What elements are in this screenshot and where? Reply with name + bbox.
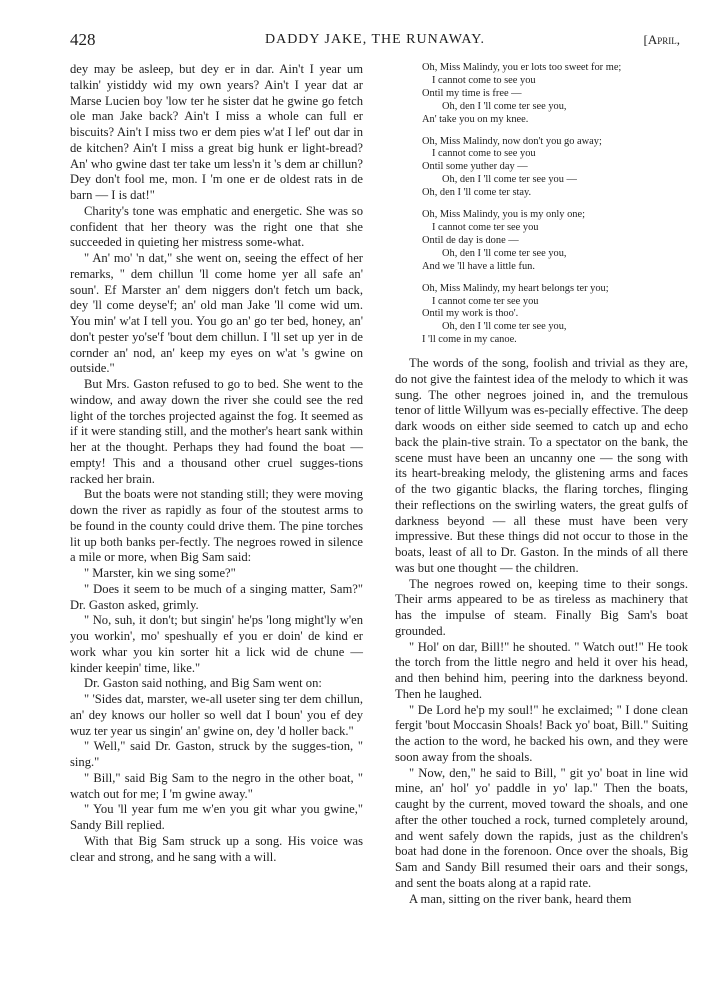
paragraph: The negroes rowed on, keeping time to their songs. Their arms appeared to be as tireless as machinery that has the impulse of steam. Finally Big Sam's boat grounded. xyxy=(395,576,688,638)
right-column-prose xyxy=(395,356,688,907)
song-line: Ontil my time is free — xyxy=(422,87,522,99)
paragraph: " An' mo' 'n dat," she went on, seeing the effect of her remarks, " dem chillun 'll come home yer all safe an' soun'. Ef Marster an' dem niggers don't fetch um back, dey 'll come deyse'f; an' old man Jake 'll come wid um. You min' w'at I tell you. You go an' go ter bed, honey, an' don't pester yo'se'f 'bout dem chillun. I 'll set up yer in de cornder an' nod, an' keep my eyes on w'at 's gwine on outside." xyxy=(70,251,363,376)
song-line: Ontil some yuther day — xyxy=(422,161,528,173)
song-stanza xyxy=(422,209,688,274)
song-line: Oh, Miss Malindy, you is my only one; xyxy=(422,209,585,221)
song-line: Oh, den I 'll come ter see you, xyxy=(442,247,567,259)
song-line: I cannot come ter see you xyxy=(432,221,539,233)
paragraph: " Bill," said Big Sam to the negro in the other boat, " watch out for me; I 'm gwine away." xyxy=(70,770,363,801)
page-number: 428 xyxy=(70,30,96,49)
paragraph: " Hol' on dar, Bill!" he shouted. " Watch out!" He took the torch from the little negro and held it over his head, and then behind him, peering into the darkness beyond. Then he laughed. xyxy=(395,639,688,701)
song-line: I cannot come ter see you xyxy=(432,295,539,307)
song-verse xyxy=(395,62,688,347)
song-stanza xyxy=(422,136,688,201)
song-line: Ontil my work is thoo'. xyxy=(422,308,519,320)
paragraph: With that Big Sam struck up a song. His voice was clear and strong, and he sang with a will. xyxy=(70,833,363,864)
running-header xyxy=(70,30,680,54)
paragraph: " Now, den," he said to Bill, " git yo' boat in line wid mine, an' hol' yo' paddle in yo' lap." Then the boats, caught by the current, moved toward the shoals, and one after the other touched a rock, turned completely around, and went safely down the rapids, just as the children's boat had done in the forenoon. Once over the shoals, Big Sam and Sandy Bill resumed their oars and their songs, and sent the boats along at a rapid rate. xyxy=(395,765,688,890)
song-stanza xyxy=(422,62,688,127)
paragraph: The words of the song, foolish and trivial as they are, do not give the faintest idea of the melody to which it was sung. The other negroes joined in, and the tremulous tenor of little Willyum was es-pecially effective. The deep dark woods on either side seemed to catch up and echo back the plain-tive strain. To a spectator on the bank, the scene must have been an uncanny one — the song with its heart-breaking melody, the glistening arms and faces of the two gigantic blacks, the flaring torches, flinging their reflections on the swirling waters, the great gulfs of darkness beyond — all these must have been very impressive. But these things did not occur to those in the boats, least of all to Dr. Gaston. In the minds of all there was but one thought — the children. xyxy=(395,356,688,575)
song-line: Oh, den I 'll come ter stay. xyxy=(422,187,532,199)
paragraph: dey may be asleep, but dey er in dar. Ain't I year um talkin' yistiddy wid my own years? Ain't I year dat ar Marse Lucien boy 'low ter he sister dat he gwine go fetch ole man Jake back? Ain't I miss a whole can full er biscuits? Ain't I miss two er dem pies w'at I lef' out dar in de kitchen? Ain't I miss a great big hunk er light-bread? An' who gwine dast ter take um less'n it 's dem ar chillun? Dey don't fool me, mon. I 'm one er de oldest rats in de barn — I is dat!" xyxy=(70,62,363,202)
song-line: And we 'll have a little fun. xyxy=(422,260,535,272)
song-line: I 'll come in my canoe. xyxy=(422,334,517,346)
song-line: Oh, den I 'll come ter see you, xyxy=(442,100,567,112)
song-line: I cannot come to see you xyxy=(432,148,536,160)
issue-month: [April, xyxy=(643,32,680,47)
paragraph: A man, sitting on the river bank, heard them xyxy=(409,891,632,906)
song-line: Oh, Miss Malindy, you er lots too sweet for me; xyxy=(422,62,622,73)
song-line: I cannot come to see you xyxy=(432,74,536,86)
song-line: Oh, den I 'll come ter see you — xyxy=(442,174,577,186)
song-stanza xyxy=(422,283,688,348)
paragraph: " Well," said Dr. Gaston, struck by the sugges-tion, " sing." xyxy=(70,739,363,769)
paragraph: " Marster, kin we sing some?" xyxy=(84,566,236,580)
running-title: DADDY JAKE, THE RUNAWAY. xyxy=(264,32,486,47)
song-line: Ontil de day is done — xyxy=(422,234,519,246)
song-line: An' take you on my knee. xyxy=(422,113,529,125)
paragraph: " No, suh, it don't; but singin' he'ps 'long might'ly w'en you workin', mo' speshually ef you er doin' de kind er work whar you kin sorter hit a lick wid de chune — kinder keepin' time, like." xyxy=(70,613,363,675)
left-column xyxy=(70,62,363,865)
right-column xyxy=(395,62,688,907)
song-line: Oh, Miss Malindy, my heart belongs ter you; xyxy=(422,282,609,294)
song-line: Oh, Miss Malindy, now don't you go away; xyxy=(422,135,602,147)
paragraph: But Mrs. Gaston refused to go to bed. She went to the window, and away down the river she could see the red light of the torches projected against the fog. It seemed as if it were standing still, and the mother's heart sank within her at the thought. Perhaps they had found the boat — empty! This and a thousand other cruel sugges-tions racked her brain. xyxy=(70,377,363,486)
paragraph: " Does it seem to be much of a singing matter, Sam?" Dr. Gaston asked, grimly. xyxy=(70,581,363,612)
song-line: Oh, den I 'll come ter see you, xyxy=(442,321,567,333)
paragraph: " De Lord he'p my soul!" he exclaimed; " I done clean fergit 'bout Moccasin Shoals! Back yo' boat, Bill." Suiting the action to the word, he backed his own, and they were soon away from the shoals. xyxy=(395,702,688,764)
paragraph: " 'Sides dat, marster, we-all useter sing ter dem chillun, an' dey knows our holler so well dat I boun' you ef dey wuz ter year us singin' an' gwine on, dey 'd holler back." xyxy=(70,692,363,738)
paragraph: Charity's tone was emphatic and energetic. She was so confident that her theory was the right one that she succeeded in quieting her mistress some-what. xyxy=(70,203,363,250)
paragraph: " You 'll year fum me w'en you git whar you gwine," Sandy Bill replied. xyxy=(70,802,363,832)
paragraph: But the boats were not standing still; they were moving down the river as rapidly as four of the stoutest arms to be found in the county could drive them. The pine torches lit up both banks per-fectly. The negroes rowed in silence a mile or more, when Big Sam said: xyxy=(70,487,363,565)
paragraph: Dr. Gaston said nothing, and Big Sam went on: xyxy=(84,676,322,691)
